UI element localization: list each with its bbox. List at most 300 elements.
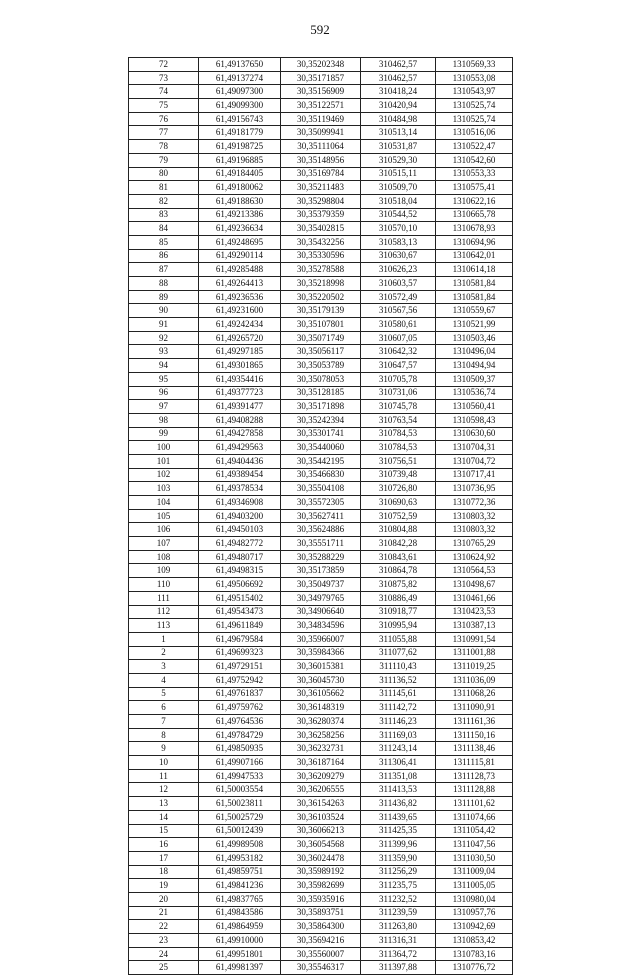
latitude-cell: 61,49843586 (199, 906, 281, 920)
x-coordinate-cell: 310580,61 (361, 318, 436, 332)
x-coordinate-cell: 311232,52 (361, 892, 436, 906)
x-coordinate-cell: 310875,82 (361, 578, 436, 592)
table-row (129, 112, 513, 126)
table-row (129, 318, 513, 332)
x-coordinate-cell: 310804,88 (361, 523, 436, 537)
latitude-cell: 61,49841236 (199, 879, 281, 893)
table-row (129, 140, 513, 154)
longitude-cell: 30,35627411 (281, 509, 361, 523)
point-number-cell: 80 (129, 167, 199, 181)
y-coordinate-cell: 1310525,74 (436, 99, 513, 113)
latitude-cell: 61,49403200 (199, 509, 281, 523)
point-number-cell: 16 (129, 838, 199, 852)
point-number-cell: 19 (129, 879, 199, 893)
x-coordinate-cell: 310572,49 (361, 290, 436, 304)
point-number-cell: 81 (129, 181, 199, 195)
point-number-cell: 103 (129, 482, 199, 496)
x-coordinate-cell: 311316,31 (361, 934, 436, 948)
point-number-cell: 6 (129, 701, 199, 715)
x-coordinate-cell: 311055,88 (361, 632, 436, 646)
y-coordinate-cell: 1310581,84 (436, 290, 513, 304)
longitude-cell: 30,35402815 (281, 222, 361, 236)
latitude-cell: 61,49910000 (199, 934, 281, 948)
x-coordinate-cell: 310529,30 (361, 153, 436, 167)
y-coordinate-cell: 1310575,41 (436, 181, 513, 195)
x-coordinate-cell: 310626,23 (361, 263, 436, 277)
latitude-cell: 61,49196885 (199, 153, 281, 167)
latitude-cell: 61,49242434 (199, 318, 281, 332)
latitude-cell: 61,49429563 (199, 441, 281, 455)
point-number-cell: 109 (129, 564, 199, 578)
point-number-cell: 17 (129, 851, 199, 865)
longitude-cell: 30,34979765 (281, 591, 361, 605)
latitude-cell: 61,49354416 (199, 372, 281, 386)
point-number-cell: 4 (129, 673, 199, 687)
x-coordinate-cell: 310607,05 (361, 331, 436, 345)
y-coordinate-cell: 1310624,92 (436, 550, 513, 564)
table-row (129, 715, 513, 729)
x-coordinate-cell: 310752,59 (361, 509, 436, 523)
y-coordinate-cell: 1310678,93 (436, 222, 513, 236)
latitude-cell: 61,49761837 (199, 687, 281, 701)
x-coordinate-cell: 310647,57 (361, 359, 436, 373)
longitude-cell: 30,35935916 (281, 892, 361, 906)
table-row (129, 646, 513, 660)
x-coordinate-cell: 310509,70 (361, 181, 436, 195)
longitude-cell: 30,35966007 (281, 632, 361, 646)
y-coordinate-cell: 1310704,31 (436, 441, 513, 455)
y-coordinate-cell: 1311128,88 (436, 783, 513, 797)
latitude-cell: 61,49184405 (199, 167, 281, 181)
table-row (129, 167, 513, 181)
latitude-cell: 61,49907166 (199, 756, 281, 770)
latitude-cell: 61,49947533 (199, 769, 281, 783)
latitude-cell: 61,49427858 (199, 427, 281, 441)
y-coordinate-cell: 1310598,43 (436, 413, 513, 427)
x-coordinate-cell: 310918,77 (361, 605, 436, 619)
longitude-cell: 30,36209279 (281, 769, 361, 783)
y-coordinate-cell: 1310509,37 (436, 372, 513, 386)
y-coordinate-cell: 1310559,67 (436, 304, 513, 318)
point-number-cell: 22 (129, 920, 199, 934)
table-row (129, 701, 513, 715)
latitude-cell: 61,49391477 (199, 400, 281, 414)
point-number-cell: 74 (129, 85, 199, 99)
point-number-cell: 88 (129, 277, 199, 291)
point-number-cell: 110 (129, 578, 199, 592)
y-coordinate-cell: 1310642,01 (436, 249, 513, 263)
latitude-cell: 61,49699323 (199, 646, 281, 660)
point-number-cell: 15 (129, 824, 199, 838)
y-coordinate-cell: 1310496,04 (436, 345, 513, 359)
latitude-cell: 61,49346908 (199, 496, 281, 510)
x-coordinate-cell: 310739,48 (361, 468, 436, 482)
longitude-cell: 30,34906640 (281, 605, 361, 619)
longitude-cell: 30,36103524 (281, 810, 361, 824)
y-coordinate-cell: 1310622,16 (436, 194, 513, 208)
longitude-cell: 30,35056117 (281, 345, 361, 359)
coordinates-table (128, 57, 513, 975)
x-coordinate-cell: 310842,28 (361, 537, 436, 551)
longitude-cell: 30,35111064 (281, 140, 361, 154)
table-row (129, 591, 513, 605)
y-coordinate-cell: 1310772,36 (436, 496, 513, 510)
point-number-cell: 94 (129, 359, 199, 373)
table-row (129, 304, 513, 318)
point-number-cell: 89 (129, 290, 199, 304)
latitude-cell: 61,49231600 (199, 304, 281, 318)
table-row (129, 496, 513, 510)
point-number-cell: 87 (129, 263, 199, 277)
longitude-cell: 30,35171857 (281, 71, 361, 85)
latitude-cell: 61,49543473 (199, 605, 281, 619)
x-coordinate-cell: 311413,53 (361, 783, 436, 797)
x-coordinate-cell: 310745,78 (361, 400, 436, 414)
point-number-cell: 96 (129, 386, 199, 400)
longitude-cell: 30,36024478 (281, 851, 361, 865)
latitude-cell: 61,50012439 (199, 824, 281, 838)
longitude-cell: 30,35218998 (281, 277, 361, 291)
latitude-cell: 61,49515402 (199, 591, 281, 605)
latitude-cell: 61,49137650 (199, 58, 281, 72)
y-coordinate-cell: 1310765,29 (436, 537, 513, 551)
point-number-cell: 23 (129, 934, 199, 948)
x-coordinate-cell: 311436,82 (361, 797, 436, 811)
longitude-cell: 30,35442195 (281, 454, 361, 468)
table-row (129, 673, 513, 687)
point-number-cell: 3 (129, 660, 199, 674)
y-coordinate-cell: 1310525,74 (436, 112, 513, 126)
latitude-cell: 61,49377723 (199, 386, 281, 400)
x-coordinate-cell: 311142,72 (361, 701, 436, 715)
x-coordinate-cell: 310583,13 (361, 235, 436, 249)
point-number-cell: 93 (129, 345, 199, 359)
longitude-cell: 30,35242394 (281, 413, 361, 427)
y-coordinate-cell: 1310942,69 (436, 920, 513, 934)
y-coordinate-cell: 1310503,46 (436, 331, 513, 345)
y-coordinate-cell: 1310542,60 (436, 153, 513, 167)
latitude-cell: 61,49198725 (199, 140, 281, 154)
y-coordinate-cell: 1311054,42 (436, 824, 513, 838)
y-coordinate-cell: 1310564,53 (436, 564, 513, 578)
table-row (129, 564, 513, 578)
table-row (129, 58, 513, 72)
x-coordinate-cell: 310843,61 (361, 550, 436, 564)
y-coordinate-cell: 1310853,42 (436, 934, 513, 948)
longitude-cell: 30,35572305 (281, 496, 361, 510)
table-row (129, 728, 513, 742)
latitude-cell: 61,49378534 (199, 482, 281, 496)
longitude-cell: 30,36187164 (281, 756, 361, 770)
table-row (129, 619, 513, 633)
table-row (129, 824, 513, 838)
latitude-cell: 61,49156743 (199, 112, 281, 126)
table-row (129, 454, 513, 468)
x-coordinate-cell: 310642,32 (361, 345, 436, 359)
x-coordinate-cell: 311351,08 (361, 769, 436, 783)
longitude-cell: 30,36045730 (281, 673, 361, 687)
latitude-cell: 61,49752942 (199, 673, 281, 687)
x-coordinate-cell: 311399,96 (361, 838, 436, 852)
y-coordinate-cell: 1310536,74 (436, 386, 513, 400)
table-row (129, 71, 513, 85)
point-number-cell: 104 (129, 496, 199, 510)
x-coordinate-cell: 311425,35 (361, 824, 436, 838)
table-row (129, 578, 513, 592)
table-row (129, 400, 513, 414)
y-coordinate-cell: 1311019,25 (436, 660, 513, 674)
x-coordinate-cell: 310462,57 (361, 58, 436, 72)
point-number-cell: 2 (129, 646, 199, 660)
y-coordinate-cell: 1310717,41 (436, 468, 513, 482)
latitude-cell: 61,49759762 (199, 701, 281, 715)
latitude-cell: 61,49264413 (199, 277, 281, 291)
x-coordinate-cell: 311077,62 (361, 646, 436, 660)
point-number-cell: 75 (129, 99, 199, 113)
longitude-cell: 30,35893751 (281, 906, 361, 920)
point-number-cell: 92 (129, 331, 199, 345)
table-row (129, 934, 513, 948)
x-coordinate-cell: 311359,90 (361, 851, 436, 865)
point-number-cell: 12 (129, 783, 199, 797)
table-row (129, 386, 513, 400)
y-coordinate-cell: 1311101,62 (436, 797, 513, 811)
longitude-cell: 30,36066213 (281, 824, 361, 838)
y-coordinate-cell: 1310498,67 (436, 578, 513, 592)
table-row (129, 482, 513, 496)
point-number-cell: 76 (129, 112, 199, 126)
longitude-cell: 30,35379359 (281, 208, 361, 222)
y-coordinate-cell: 1311115,81 (436, 756, 513, 770)
point-number-cell: 113 (129, 619, 199, 633)
x-coordinate-cell: 310462,57 (361, 71, 436, 85)
y-coordinate-cell: 1310569,33 (436, 58, 513, 72)
latitude-cell: 61,49180062 (199, 181, 281, 195)
table-row (129, 550, 513, 564)
x-coordinate-cell: 310420,94 (361, 99, 436, 113)
point-number-cell: 86 (129, 249, 199, 263)
y-coordinate-cell: 1311138,46 (436, 742, 513, 756)
longitude-cell: 30,35288229 (281, 550, 361, 564)
latitude-cell: 61,49859751 (199, 865, 281, 879)
longitude-cell: 30,35982699 (281, 879, 361, 893)
table-row (129, 756, 513, 770)
table-row (129, 523, 513, 537)
y-coordinate-cell: 1311005,05 (436, 879, 513, 893)
longitude-cell: 30,35466830 (281, 468, 361, 482)
table-row (129, 920, 513, 934)
table-row (129, 263, 513, 277)
x-coordinate-cell: 310705,78 (361, 372, 436, 386)
point-number-cell: 77 (129, 126, 199, 140)
point-number-cell: 102 (129, 468, 199, 482)
point-number-cell: 106 (129, 523, 199, 537)
x-coordinate-cell: 310726,80 (361, 482, 436, 496)
y-coordinate-cell: 1310423,53 (436, 605, 513, 619)
y-coordinate-cell: 1311150,16 (436, 728, 513, 742)
page-number: 592 (310, 22, 330, 37)
table-row (129, 372, 513, 386)
x-coordinate-cell: 311243,14 (361, 742, 436, 756)
latitude-cell: 61,49981397 (199, 961, 281, 975)
table-row (129, 851, 513, 865)
point-number-cell: 101 (129, 454, 199, 468)
y-coordinate-cell: 1310803,32 (436, 509, 513, 523)
longitude-cell: 30,35119469 (281, 112, 361, 126)
latitude-cell: 61,49764536 (199, 715, 281, 729)
coordinates-table-body (129, 58, 513, 975)
latitude-cell: 61,49181779 (199, 126, 281, 140)
x-coordinate-cell: 310515,11 (361, 167, 436, 181)
x-coordinate-cell: 311306,41 (361, 756, 436, 770)
point-number-cell: 111 (129, 591, 199, 605)
longitude-cell: 30,35278588 (281, 263, 361, 277)
table-row (129, 359, 513, 373)
longitude-cell: 30,35440060 (281, 441, 361, 455)
longitude-cell: 30,35171898 (281, 400, 361, 414)
x-coordinate-cell: 310756,51 (361, 454, 436, 468)
x-coordinate-cell: 311397,88 (361, 961, 436, 975)
table-row (129, 468, 513, 482)
latitude-cell: 61,49188630 (199, 194, 281, 208)
y-coordinate-cell: 1310704,72 (436, 454, 513, 468)
y-coordinate-cell: 1310522,47 (436, 140, 513, 154)
x-coordinate-cell: 311256,29 (361, 865, 436, 879)
y-coordinate-cell: 1310980,04 (436, 892, 513, 906)
point-number-cell: 11 (129, 769, 199, 783)
longitude-cell: 30,35211483 (281, 181, 361, 195)
latitude-cell: 61,50023811 (199, 797, 281, 811)
latitude-cell: 61,49837765 (199, 892, 281, 906)
latitude-cell: 61,49784729 (199, 728, 281, 742)
x-coordinate-cell: 310763,54 (361, 413, 436, 427)
point-number-cell: 105 (129, 509, 199, 523)
y-coordinate-cell: 1310543,97 (436, 85, 513, 99)
y-coordinate-cell: 1310494,94 (436, 359, 513, 373)
longitude-cell: 30,35049737 (281, 578, 361, 592)
point-number-cell: 91 (129, 318, 199, 332)
point-number-cell: 97 (129, 400, 199, 414)
x-coordinate-cell: 311364,72 (361, 947, 436, 961)
table-row (129, 632, 513, 646)
y-coordinate-cell: 1311001,88 (436, 646, 513, 660)
x-coordinate-cell: 310531,87 (361, 140, 436, 154)
y-coordinate-cell: 1310736,95 (436, 482, 513, 496)
table-row (129, 427, 513, 441)
longitude-cell: 30,35560007 (281, 947, 361, 961)
y-coordinate-cell: 1310553,33 (436, 167, 513, 181)
y-coordinate-cell: 1310387,13 (436, 619, 513, 633)
x-coordinate-cell: 310690,63 (361, 496, 436, 510)
table-row (129, 879, 513, 893)
longitude-cell: 30,36148319 (281, 701, 361, 715)
point-number-cell: 98 (129, 413, 199, 427)
y-coordinate-cell: 1311009,04 (436, 865, 513, 879)
longitude-cell: 30,35156909 (281, 85, 361, 99)
x-coordinate-cell: 310784,53 (361, 441, 436, 455)
latitude-cell: 61,49285488 (199, 263, 281, 277)
table-row (129, 194, 513, 208)
y-coordinate-cell: 1311030,50 (436, 851, 513, 865)
x-coordinate-cell: 310603,57 (361, 277, 436, 291)
point-number-cell: 7 (129, 715, 199, 729)
y-coordinate-cell: 1310991,54 (436, 632, 513, 646)
longitude-cell: 30,35202348 (281, 58, 361, 72)
longitude-cell: 30,35864300 (281, 920, 361, 934)
latitude-cell: 61,49236536 (199, 290, 281, 304)
table-row (129, 742, 513, 756)
longitude-cell: 30,35504108 (281, 482, 361, 496)
longitude-cell: 30,35624886 (281, 523, 361, 537)
point-number-cell: 1 (129, 632, 199, 646)
point-number-cell: 8 (129, 728, 199, 742)
point-number-cell: 82 (129, 194, 199, 208)
table-row (129, 961, 513, 975)
point-number-cell: 100 (129, 441, 199, 455)
table-row (129, 783, 513, 797)
latitude-cell: 61,49404436 (199, 454, 281, 468)
y-coordinate-cell: 1310783,16 (436, 947, 513, 961)
table-row (129, 838, 513, 852)
table-row (129, 413, 513, 427)
point-number-cell: 73 (129, 71, 199, 85)
x-coordinate-cell: 310484,98 (361, 112, 436, 126)
point-number-cell: 18 (129, 865, 199, 879)
x-coordinate-cell: 310995,94 (361, 619, 436, 633)
longitude-cell: 30,36206555 (281, 783, 361, 797)
table-row (129, 687, 513, 701)
point-number-cell: 84 (129, 222, 199, 236)
y-coordinate-cell: 1311161,36 (436, 715, 513, 729)
table-row (129, 509, 513, 523)
y-coordinate-cell: 1310521,99 (436, 318, 513, 332)
table-row (129, 126, 513, 140)
longitude-cell: 30,35148956 (281, 153, 361, 167)
latitude-cell: 61,49301865 (199, 359, 281, 373)
x-coordinate-cell: 310418,24 (361, 85, 436, 99)
table-row (129, 331, 513, 345)
latitude-cell: 61,49236634 (199, 222, 281, 236)
x-coordinate-cell: 311439,65 (361, 810, 436, 824)
point-number-cell: 108 (129, 550, 199, 564)
latitude-cell: 61,49482772 (199, 537, 281, 551)
x-coordinate-cell: 311239,59 (361, 906, 436, 920)
longitude-cell: 30,35053789 (281, 359, 361, 373)
longitude-cell: 30,35432256 (281, 235, 361, 249)
longitude-cell: 30,35107801 (281, 318, 361, 332)
latitude-cell: 61,49864959 (199, 920, 281, 934)
longitude-cell: 30,35330596 (281, 249, 361, 263)
latitude-cell: 61,49248695 (199, 235, 281, 249)
table-row (129, 181, 513, 195)
latitude-cell: 61,49099300 (199, 99, 281, 113)
longitude-cell: 30,36280374 (281, 715, 361, 729)
point-number-cell: 85 (129, 235, 199, 249)
x-coordinate-cell: 310731,06 (361, 386, 436, 400)
latitude-cell: 61,49297185 (199, 345, 281, 359)
y-coordinate-cell: 1311068,26 (436, 687, 513, 701)
point-number-cell: 78 (129, 140, 199, 154)
point-number-cell: 10 (129, 756, 199, 770)
longitude-cell: 30,35301741 (281, 427, 361, 441)
longitude-cell: 30,35984366 (281, 646, 361, 660)
table-row (129, 277, 513, 291)
x-coordinate-cell: 310567,56 (361, 304, 436, 318)
longitude-cell: 30,36054568 (281, 838, 361, 852)
point-number-cell: 72 (129, 58, 199, 72)
table-row (129, 235, 513, 249)
point-number-cell: 90 (129, 304, 199, 318)
